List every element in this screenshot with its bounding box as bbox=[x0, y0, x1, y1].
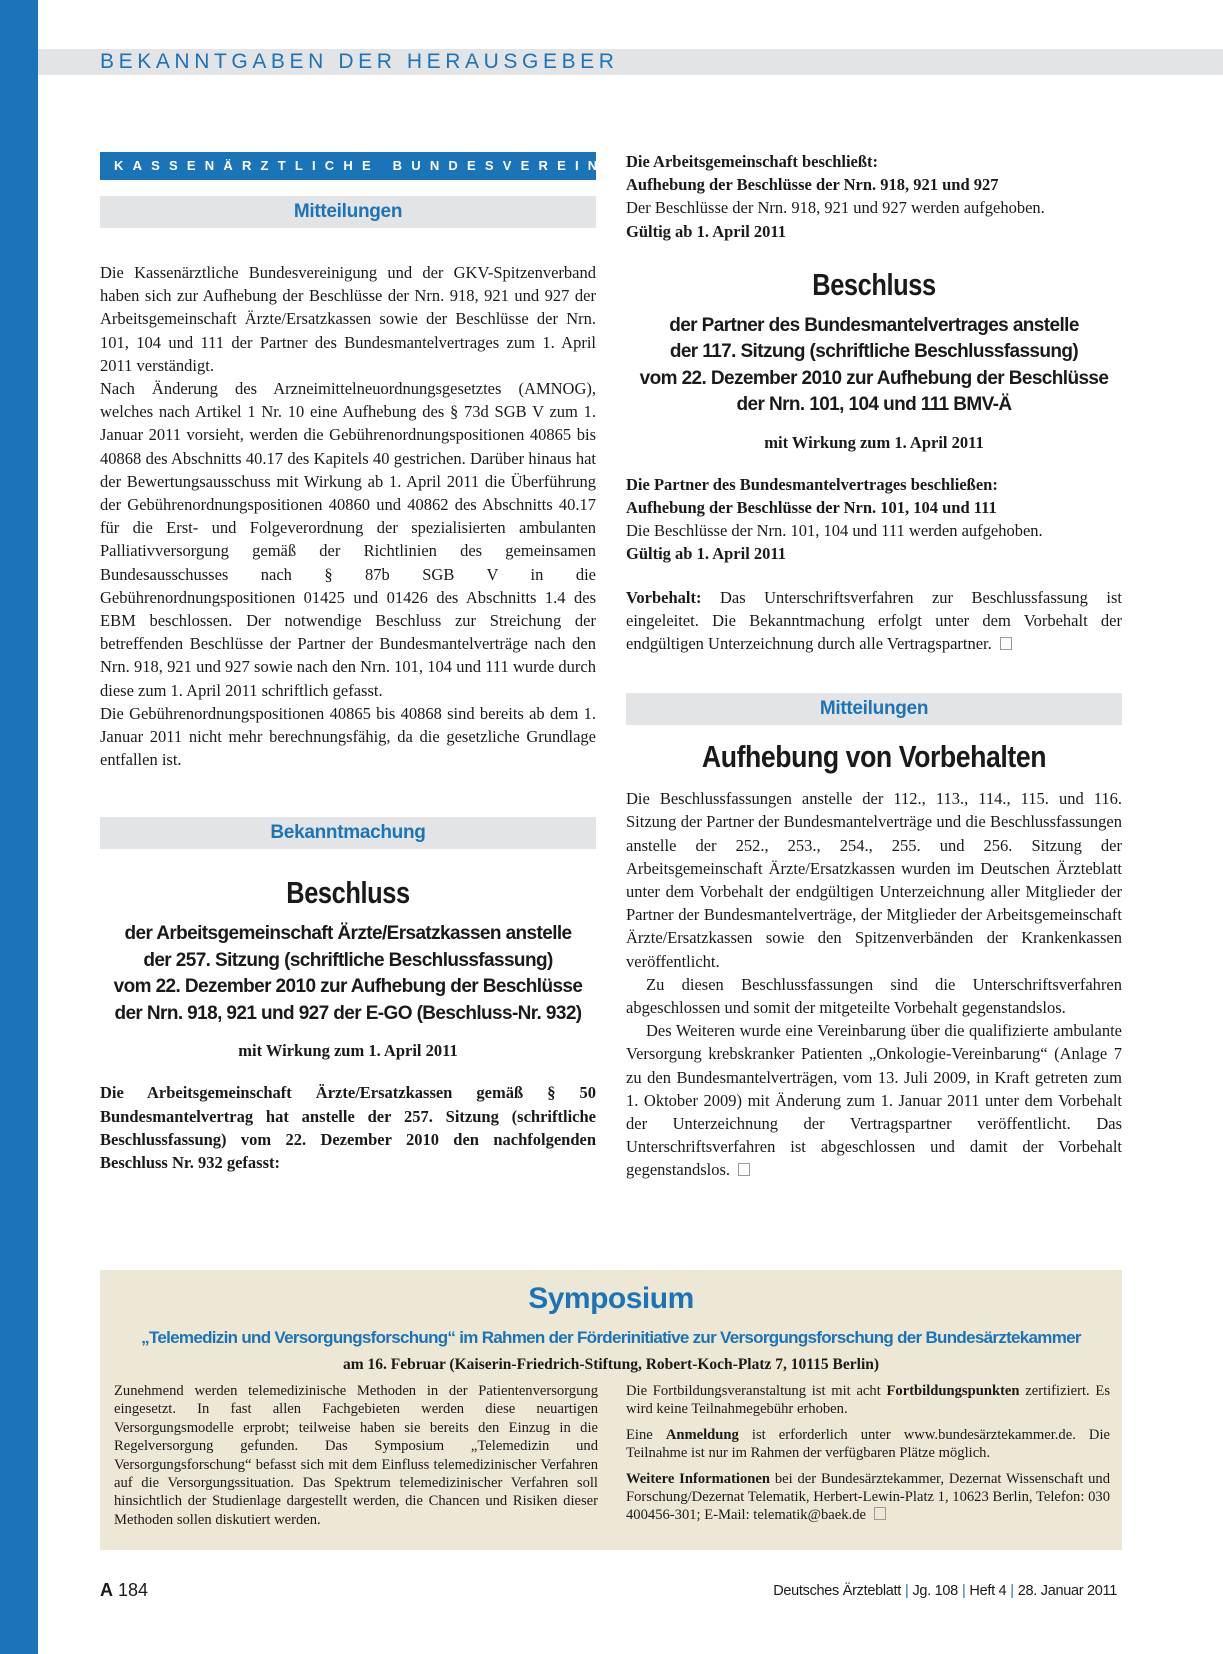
symposium-credits bbox=[626, 1382, 1110, 1419]
section-heading-mitteilungen: Mitteilungen bbox=[100, 196, 596, 228]
beschluss-subtitle bbox=[100, 921, 596, 1027]
symposium-description: Zunehmend werden telemedizinische Methoden in der Patientenversorgung eingesetzt. In fast allen Fachgebieten werden diese neuartigen Versorgungsmodelle erprobt; teilweise haben sie bereits den Einzug in die Regelversorgung gefunden. Das Symposium „Telemedizin und Versorgungsforschung“ befasst sich mit dem Einfluss telemedizinischer Verfahren auf die Versorgungssituation. Das Spektrum telemedizinischer Verfahren soll hinsichtlich der Studienlage dargestellt werden, die Chancen und Risiken dieser Methoden sollen diskutiert werden. bbox=[114, 1383, 598, 1528]
partner-decision-line-2: Aufhebung der Beschlüsse der Nrn. 101, 104 und 111 bbox=[626, 498, 997, 518]
wirkung-line: mit Wirkung zum 1. April 2011 bbox=[238, 1041, 458, 1061]
footer-date: 28. Januar 2011 bbox=[1017, 1583, 1117, 1599]
beschluss-subtitle-line-4: der Nrn. 918, 921 und 927 der E-GO (Beschluss-Nr. 932) bbox=[114, 1002, 582, 1024]
ag-decision bbox=[626, 150, 1122, 243]
registration-text-post: ist erforderlich unter www.bundesärztekammer.de. Die Teilnahme ist nur im Rahmen der verfügbaren Plätze möglich. bbox=[626, 1426, 1110, 1462]
beschluss-2-subtitle-line-4: der Nrn. 101, 104 und 111 BMV-Ä bbox=[736, 394, 1012, 416]
symposium-date-line: am 16. Februar (Kaiserin-Friedrich-Stiftung, Robert-Koch-Platz 7, 10115 Berlin) bbox=[342, 1356, 880, 1373]
partner-decision bbox=[626, 473, 1122, 566]
intro-paragraph-3: Die Gebührenordnungspositionen 40865 bis 40868 sind bereits ab dem 1. Januar 2011 nicht mehr berechnungsfähig, da die gesetzliche Grundlage entfallen ist. bbox=[100, 703, 596, 770]
ag-decision-line-1: Die Arbeitsgemeinschaft beschließt: bbox=[626, 152, 879, 171]
header-title: BEKANNTGABEN DER HERAUSGEBER bbox=[100, 50, 619, 73]
symposium-contact bbox=[626, 1470, 1110, 1525]
symposium-title: Symposium bbox=[528, 1282, 694, 1315]
left-accent-bar bbox=[0, 0, 38, 1654]
symposium-left-text bbox=[114, 1382, 598, 1536]
end-square-icon bbox=[738, 1163, 750, 1176]
credits-text-bold: Fortbildungspunkten bbox=[886, 1383, 1020, 1399]
footer-volume: Jg. 108 bbox=[912, 1583, 958, 1599]
footer-separator: | bbox=[905, 1583, 909, 1599]
symposium-registration bbox=[626, 1426, 1110, 1463]
beschluss-body: Die Arbeitsgemeinschaft Ärzte/Ersatzkassen gemäß § 50 Bundesmantelvertrag hat anstelle der 257. Sitzung (schriftliche Beschlussfassung) vom 22. Dezember 2010 den nachfolgenden Beschluss Nr. 932 gefasst: bbox=[100, 1083, 596, 1173]
page-number-value: 184 bbox=[118, 1580, 149, 1600]
org-bar: KASSENÄRZTLICHE BUNDESVEREINIGUNG bbox=[100, 152, 596, 180]
beschluss-subtitle-line-1: der Arbeitsgemeinschaft Ärzte/Ersatzkassen anstelle bbox=[124, 923, 572, 945]
intro-paragraph-2: Nach Änderung des Arzneimittelneuordnungsgesetztes (AMNOG), welches nach Artikel 1 Nr. 10 eine Aufhebung des § 73d SGB V zum 1. Januar 2011 vorsieht, werden die Gebührenordnungspositionen 40865 bis 40868 des Abschnitts 40.17 des Kapitels 40 gestrichen. Darüber hinaus hat der Bewertungsausschuss mit Wirkung ab 1. April 2011 die Überführung der Gebührenordnungspositionen 40860 und 40862 des Abschnitts 40.17 für die Erst- und Folgeverordnung der spezialisierten ambulanten Palliativversorgung gemäß der Richtlinien des gemeinsamen Bundesausschusses nach § 87b SGB V in die Gebührenordnungspositionen 01425 und 01426 des Abschnitts 1.4 des EBM beschlossen. Der notwendige Beschluss zur Streichung der betreffenden Beschlüsse der Partner der Bundesmantelverträge nach den Nrn. 918, 921 und 927 sowie nach den Nrn. 101, 104 und 111 wurde durch diese zum 1. April 2011 schriftlich gefasst. bbox=[100, 379, 596, 700]
contact-text-bold: Weitere Informationen bbox=[626, 1470, 770, 1487]
page-number bbox=[100, 1580, 148, 1601]
beschluss-title: Beschluss bbox=[286, 875, 410, 911]
end-square-icon bbox=[874, 1507, 886, 1520]
aufhebung-paragraph-2: Zu diesen Beschlussfassungen sind die Unterschriftsverfahren abgeschlossen und somit der mitgeteilte Vorbehalt gegenstandslos. bbox=[626, 974, 1122, 1018]
credits-text-post: zertifiziert. Es wird keine Teilnahmegebühr erhoben. bbox=[626, 1383, 1110, 1418]
intro-text bbox=[100, 261, 596, 771]
footer-citation bbox=[773, 1583, 1117, 1599]
registration-text-bold: Anmeldung bbox=[665, 1426, 739, 1443]
beschluss-subtitle-line-3: vom 22. Dezember 2010 zur Aufhebung der Beschlüsse bbox=[113, 976, 583, 998]
vorbehalt-text: Das Unterschriftsverfahren zur Beschlussfassung ist eingeleitet. Die Bekanntmachung erfolgt unter dem Vorbehalt der endgültigen Unterzeichnung durch alle Vertragspartner. bbox=[626, 587, 1122, 654]
section-heading-mitteilungen-2: Mitteilungen bbox=[626, 693, 1122, 725]
partner-decision-line-3: Die Beschlüsse der Nrn. 101, 104 und 111 werden aufgehoben. bbox=[626, 521, 1043, 541]
aufhebung-paragraph-1: Die Beschlussfassungen anstelle der 112., 113., 114., 115. und 116. Sitzung der Partner der Bundesmantelverträge und die Beschlussfassungen anstelle der 252., 253., 254., 255. und 256. Sitzung der Arbeitsgemeinschaft Ärzte/Ersatzkassen wurden im Deutschen Ärzteblatt unter dem Vorbehalt der endgültigen Unterzeichnung aller Mitglieder der Partner der Bundesmantelverträge, der Mitglieder der Arbeitsgemeinschaft Ärzte/Ersatzkassen sowie den Spitzenverbänden der Krankenkassen veröffentlicht. bbox=[626, 789, 1122, 971]
footer-separator: | bbox=[961, 1583, 966, 1599]
aufhebung-title: Aufhebung von Vorbehalten bbox=[701, 739, 1047, 775]
wirkung-line-2: mit Wirkung zum 1. April 2011 bbox=[764, 432, 984, 452]
footer-issue: Heft 4 bbox=[969, 1583, 1007, 1599]
credits-text-pre: Die Fortbildungsveranstaltung ist mit acht bbox=[626, 1383, 887, 1399]
registration-text-pre: Eine bbox=[626, 1426, 666, 1443]
symposium-box bbox=[100, 1270, 1122, 1550]
partner-decision-line-1: Die Partner des Bundesmantelvertrages beschließen: bbox=[626, 474, 998, 494]
partner-decision-line-4: Gültig ab 1. April 2011 bbox=[626, 544, 786, 564]
beschluss-2-subtitle-line-3: vom 22. Dezember 2010 zur Aufhebung der Beschlüsse bbox=[639, 367, 1109, 389]
intro-paragraph-1: Die Kassenärztliche Bundesvereinigung und der GKV-Spitzenverband haben sich zur Aufhebung der Beschlüsse der Nrn. 918, 921 und 927 der Arbeitsgemeinschaft Ärzte/Ersatzkassen sowie der Beschlüsse der Nrn. 101, 104 und 111 der Partner des Bundesmantelvertrages zum 1. April 2011 verständigt. bbox=[100, 263, 596, 375]
right-column bbox=[626, 150, 1122, 1182]
ag-decision-line-4: Gültig ab 1. April 2011 bbox=[626, 221, 786, 241]
beschluss-2-subtitle-line-2: der 117. Sitzung (schriftliche Beschlussfassung) bbox=[669, 341, 1079, 363]
end-square-icon bbox=[1000, 637, 1012, 650]
footer-journal: Deutsches Ärzteblatt bbox=[773, 1583, 901, 1599]
contact-text-post: bei der Bundesärztekammer, Dezernat Wissenschaft und Forschung/Dezernat Telematik, Herbert-Lewin-Platz 1, 10623 Berlin, Telefon: 030 400456-301; E-Mail: telematik@baek.de bbox=[626, 1470, 1110, 1524]
beschluss-title-2: Beschluss bbox=[812, 266, 936, 302]
aufhebung-paragraph-3 bbox=[626, 1019, 1122, 1181]
beschluss-subtitle-2 bbox=[626, 313, 1122, 419]
beschluss-2-subtitle-line-1: der Partner des Bundesmantelvertrages anstelle bbox=[669, 314, 1079, 336]
footer-separator: | bbox=[1010, 1583, 1014, 1599]
vorbehalt-paragraph bbox=[626, 586, 1122, 656]
symposium-right-text bbox=[626, 1382, 1110, 1532]
page-prefix: A bbox=[100, 1580, 113, 1600]
beschluss-subtitle-line-2: der 257. Sitzung (schriftliche Beschlussfassung) bbox=[143, 949, 553, 971]
aufhebung-paragraph-3-text: Des Weiteren wurde eine Vereinbarung über die qualifizierte ambulante Versorgung krebskranker Patienten „Onkologie-Vereinbarung“ (Anlage 7 zu den Bundesmantelverträgen, vom 13. Juli 2009, in Kraft getreten zum 1. Oktober 2009) mit Änderung zum 1. Januar 2011 unter dem Vorbehalt der Unterzeichnung der Vertragspartner veröffentlicht. Das Unterschriftsverfahren ist abgeschlossen und damit der Vorbehalt gegenstandslos. bbox=[626, 1021, 1122, 1180]
ag-decision-line-2: Aufhebung der Beschlüsse der Nrn. 918, 921 und 927 bbox=[626, 175, 999, 195]
aufhebung-text bbox=[626, 787, 1122, 1181]
section-heading-bekanntmachung: Bekanntmachung bbox=[100, 817, 596, 849]
vorbehalt-label: Vorbehalt: bbox=[626, 587, 702, 607]
symposium-subtitle: „Telemedizin und Versorgungsforschung“ im Rahmen der Förderinitiative zur Versorgungsforschung der Bundesärztekammer bbox=[141, 1328, 1081, 1347]
ag-decision-line-3: Der Beschlüsse der Nrn. 918, 921 und 927 werden aufgehoben. bbox=[626, 198, 1045, 218]
